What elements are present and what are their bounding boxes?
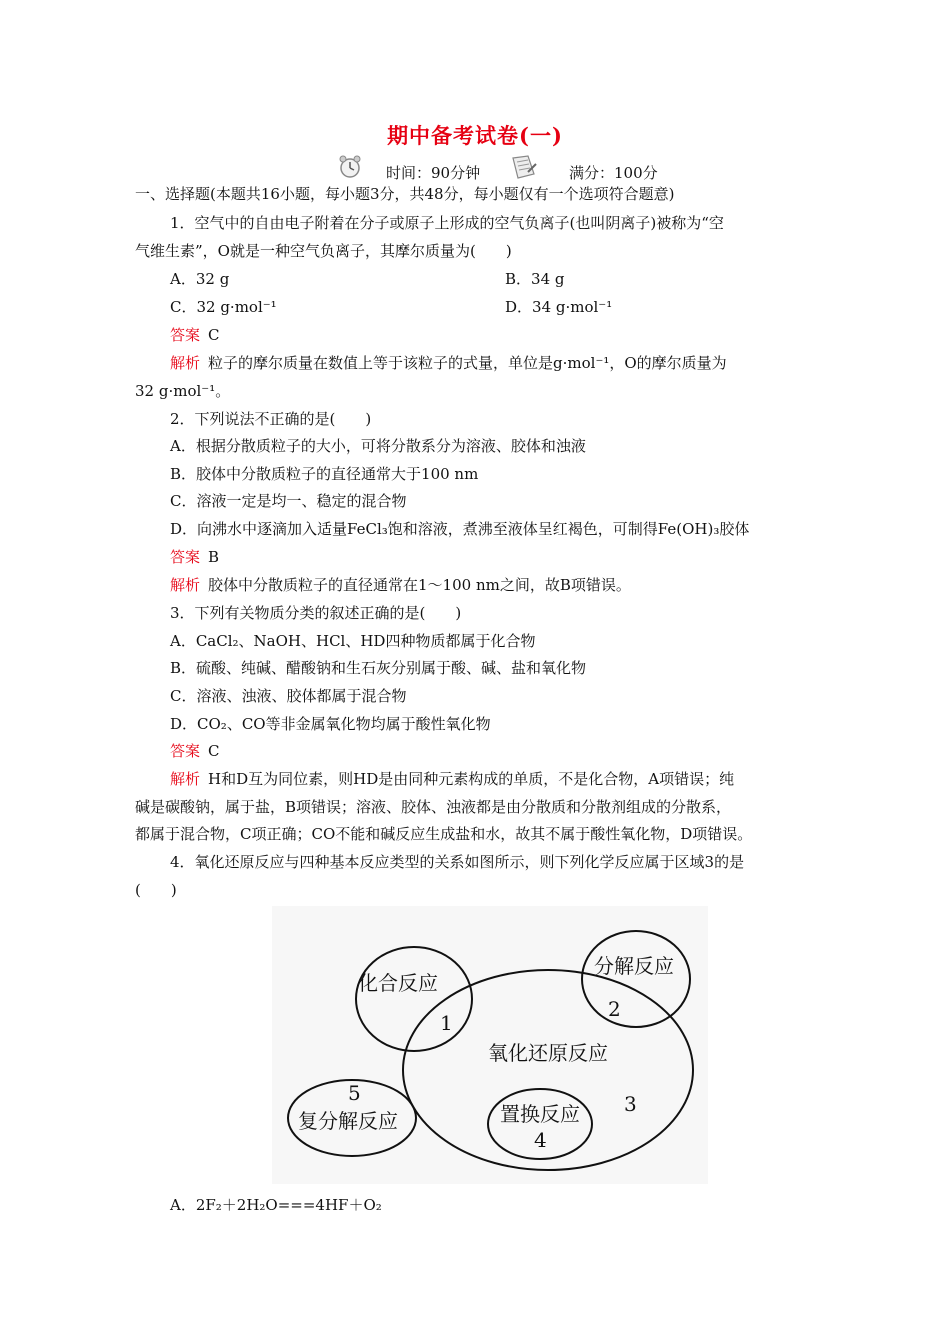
q1-analysis-line2: 32 g·mol⁻¹。 [135,382,231,400]
q1-option-d: D．34 g·mol⁻¹ [505,298,613,316]
q1-stem-line1: 1．空气中的自由电子附着在分子或原子上形成的空气负离子(也叫阴离子)被称为“空 [170,214,724,232]
region-1-label: 1 [440,1011,453,1035]
displacement-label: 置换反应 [500,1102,580,1126]
q3-analysis-line2: 碱是碳酸钠，属于盐，B项错误；溶液、胶体、浊液都是由分散质和分散剂组成的分散系， [135,798,732,816]
analysis-label: 解析 [170,354,201,372]
q3-option-c: C．溶液、浊液、胶体都属于混合物 [170,687,407,705]
q2-analysis [170,575,631,595]
q3-stem: 3．下列有关物质分类的叙述正确的是( ) [170,604,462,622]
q1-option-a: A．32 g [170,270,230,288]
decomposition-label: 分解反应 [594,954,674,978]
answer-label: 答案 [170,548,201,566]
q2-answer [170,547,219,567]
q2-option-a: A．根据分散质粒子的大小，可将分散系分为溶液、胶体和浊液 [170,437,586,455]
analysis-label: 解析 [170,576,201,594]
q2-option-c: C．溶液一定是均一、稳定的混合物 [170,492,407,510]
decomposition-circle [582,931,690,1027]
combination-circle [356,947,472,1051]
answer-label: 答案 [170,742,201,760]
q3-analysis-line3: 都属于混合物，C项正确；CO不能和碱反应生成盐和水，故其不属于酸性氧化物，D项错误。 [135,825,753,843]
q4-stem-line2: ( ) [135,881,177,899]
exam-score: 满分：100分 [569,164,658,182]
q4-stem-line1: 4．氧化还原反应与四种基本反应类型的关系如图所示，则下列化学反应属于区域3的是 [170,853,745,871]
section-heading: 一、选择题(本题共16小题，每小题3分，共48分，每小题仅有一个选项符合题意) [135,185,675,203]
combination-label: 化合反应 [358,971,438,995]
q1-analysis-line1 [170,353,727,373]
exam-meta [0,158,950,186]
q2-answer-value: B [208,548,220,566]
q2-analysis-text: 胶体中分散质粒子的直径通常在1～100 nm之间，故B项错误。 [208,576,631,594]
paper-icon [510,154,538,184]
answer-label: 答案 [170,326,201,344]
redox-ellipse [403,970,693,1170]
q3-option-d: D．CO₂、CO等非金属氧化物均属于酸性氧化物 [170,715,491,733]
alarm-clock-icon [337,154,363,184]
analysis-label: 解析 [170,770,201,788]
exam-time: 时间：90分钟 [386,164,481,182]
q2-stem: 2．下列说法不正确的是( ) [170,410,372,428]
q1-stem-line2: 气维生素”，O就是一种空气负离子，其摩尔质量为( ) [135,242,512,260]
region-2-label: 2 [608,997,621,1021]
q4-option-a: A．2F₂＋2H₂O===4HF＋O₂ [170,1196,382,1214]
q1-option-b: B．34 g [505,270,565,288]
region-4-label: 4 [534,1128,547,1152]
double-decomposition-label: 复分解反应 [298,1109,398,1133]
page-title: 期中备考试卷(一) [387,123,563,148]
region-5-label: 5 [348,1081,361,1105]
region-3-label: 3 [624,1092,637,1116]
reaction-venn-diagram [272,906,708,1184]
q3-answer-value: C [208,742,220,760]
q3-answer [170,741,220,761]
q1-analysis-text1: 粒子的摩尔质量在数值上等于该粒子的式量，单位是g·mol⁻¹，O的摩尔质量为 [208,354,727,372]
q3-analysis-text1: H和D互为同位素，则HD是由同种元素构成的单质，不是化合物，A项错误；纯 [208,770,735,788]
q3-option-a: A．CaCl₂、NaOH、HCl、HD四种物质都属于化合物 [170,632,536,650]
q2-option-b: B．胶体中分散质粒子的直径通常大于100 nm [170,465,479,483]
q2-option-d: D．向沸水中逐滴加入适量FeCl₃饱和溶液，煮沸至液体呈红褐色，可制得Fe(OH)₃胶体 [170,520,750,538]
q1-answer-value: C [208,326,220,344]
q3-option-b: B．硫酸、纯碱、醋酸钠和生石灰分别属于酸、碱、盐和氧化物 [170,659,587,677]
q3-analysis-line1 [170,769,734,789]
q1-option-c: C．32 g·mol⁻¹ [170,298,277,316]
redox-label: 氧化还原反应 [488,1041,608,1065]
q1-answer [170,325,220,345]
